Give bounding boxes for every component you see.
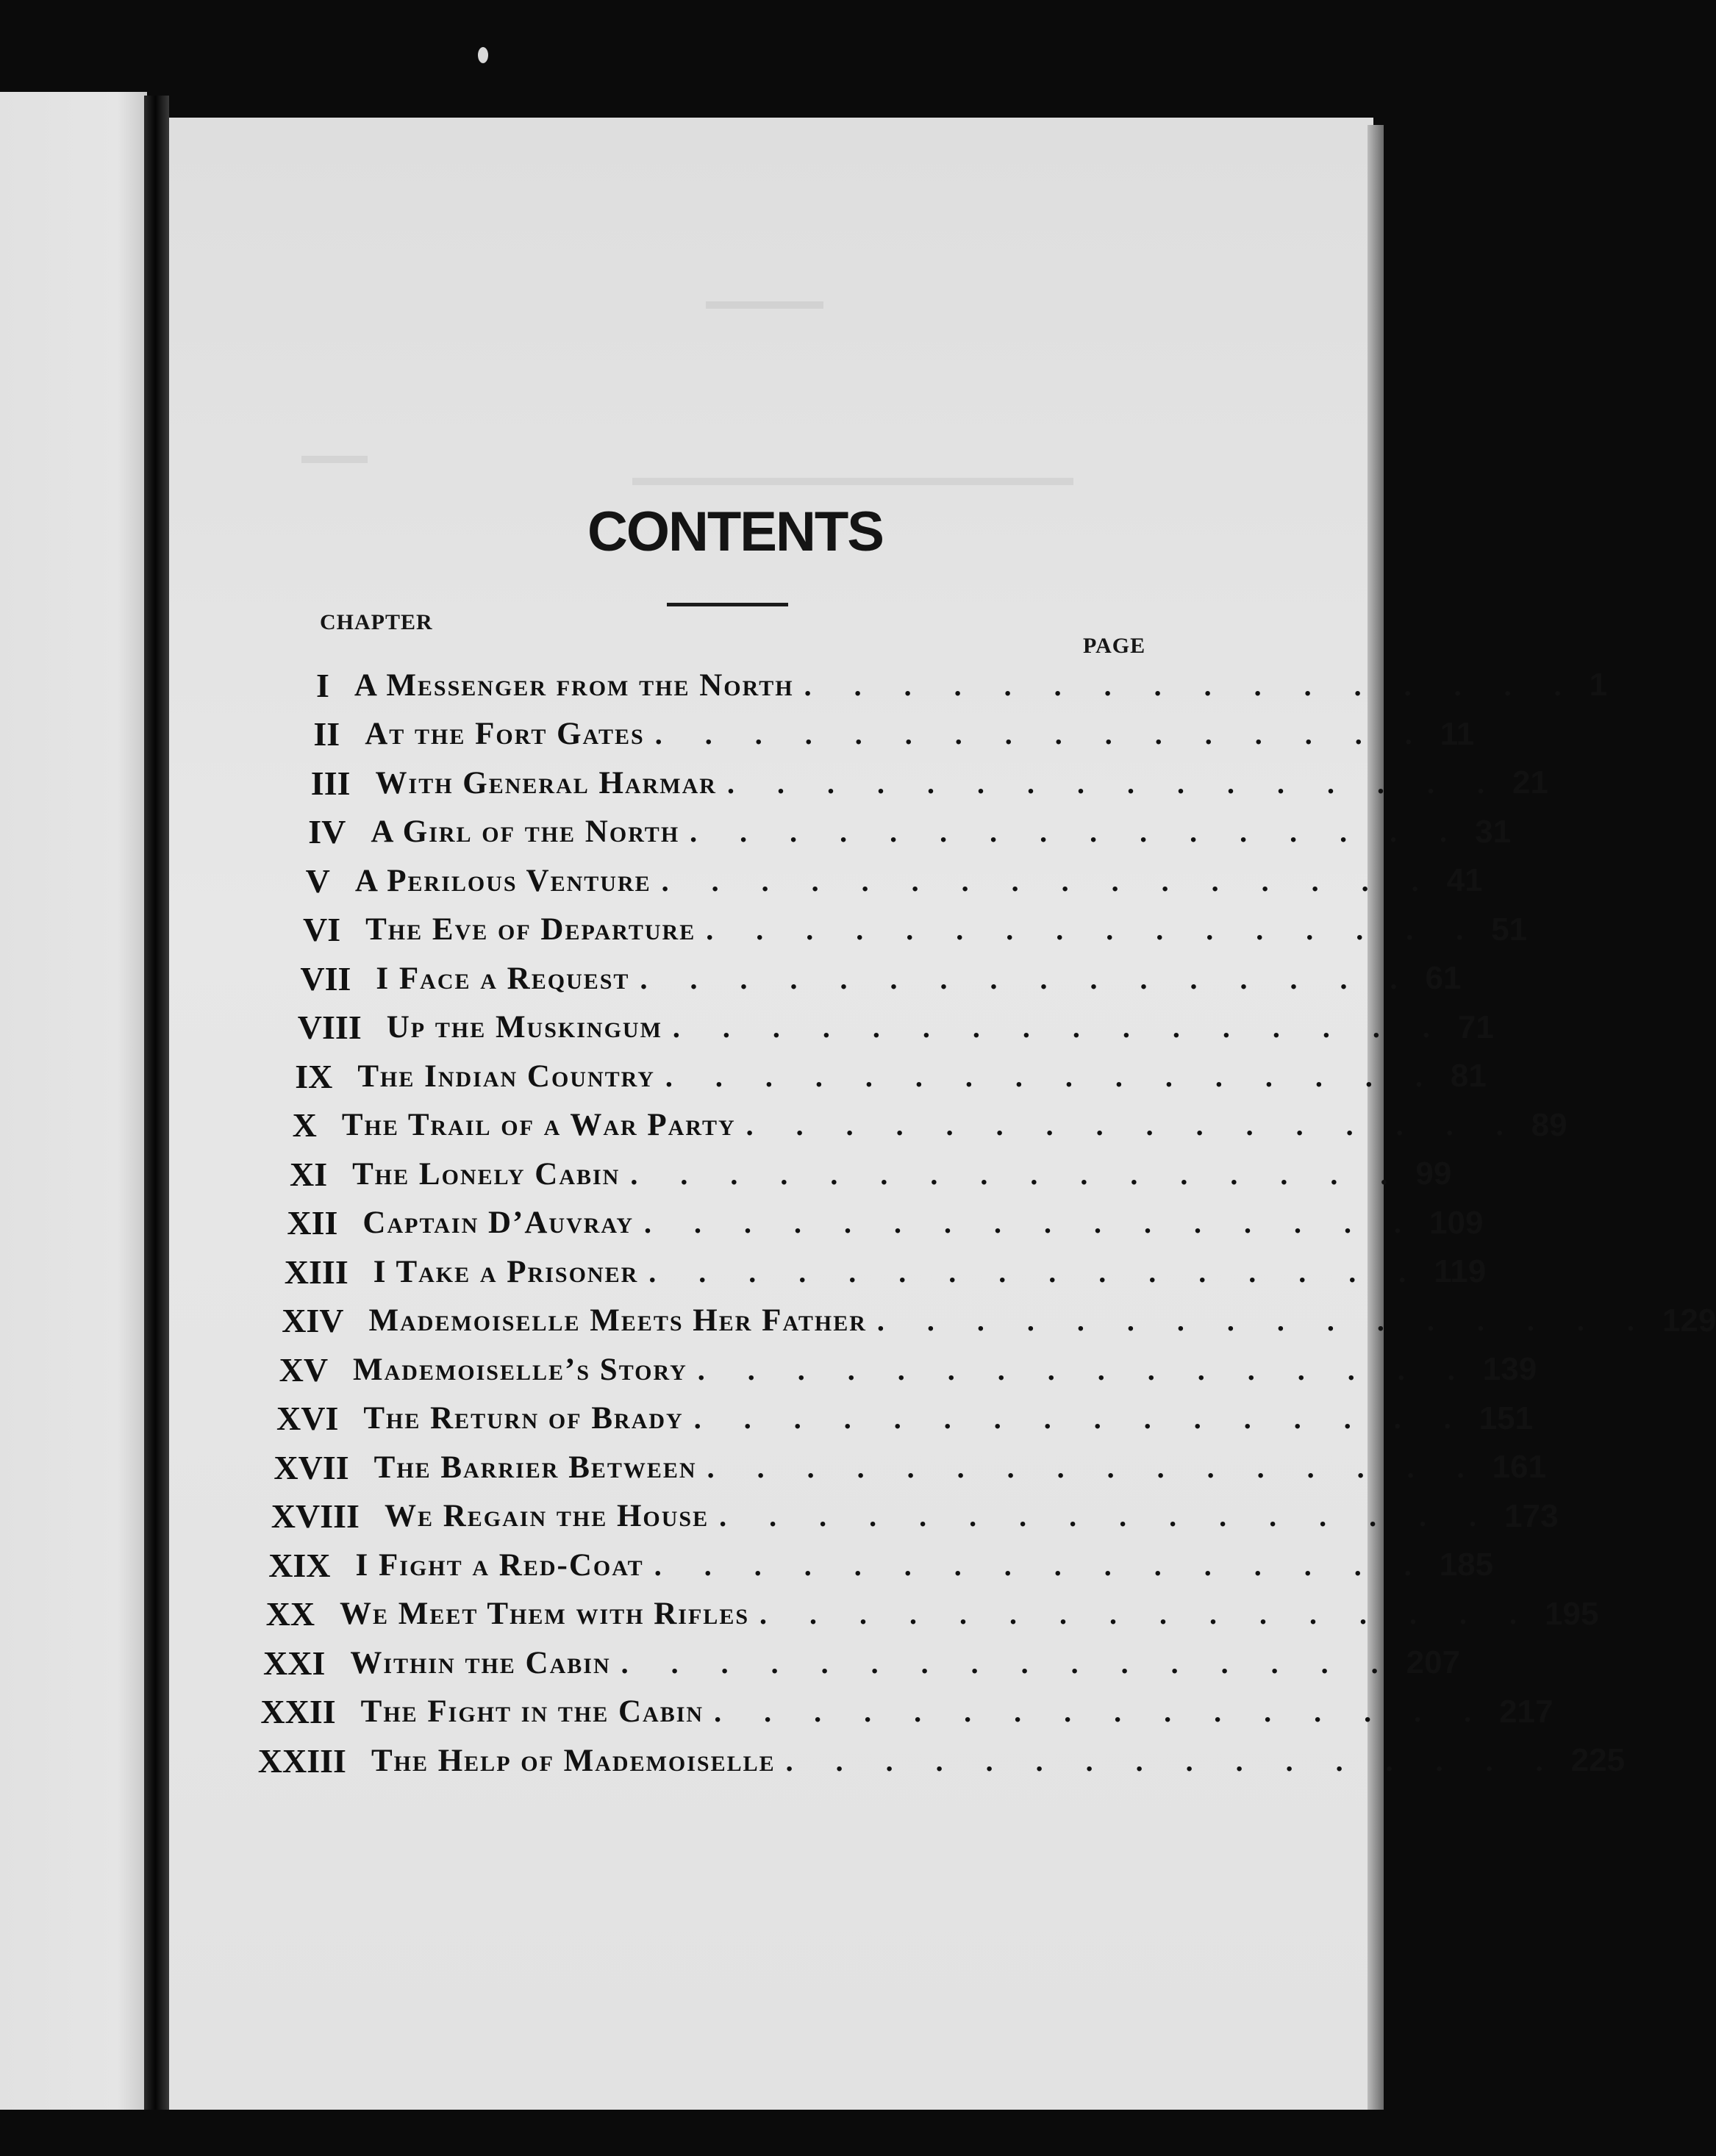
dot-leader: . . . . . . . . . . . . . . . . (693, 1402, 1469, 1435)
toc-entry (276, 1395, 1534, 1442)
toc-entry (257, 1737, 1626, 1784)
dot-leader: . . . . . . . . . . . . . . . . (876, 1304, 1652, 1337)
dot-leader: . . . . . . . . . . . . . . . . (746, 1109, 1521, 1142)
dot-leader: . . . . . . . . . . . . . . . . (665, 1059, 1440, 1093)
page-number: 81 (1450, 1058, 1487, 1094)
toc-entry (305, 857, 1483, 904)
chapter-number: III (310, 764, 351, 802)
toc-entry (300, 955, 1462, 1002)
page-number: 71 (1457, 1009, 1494, 1045)
page-number: 225 (1570, 1742, 1626, 1778)
chapter-number: XIII (284, 1253, 348, 1291)
chapter-number: XVIII (271, 1497, 360, 1535)
page-number: 151 (1479, 1400, 1534, 1436)
toc-entry (313, 711, 1475, 758)
chapter-number: XXIII (257, 1741, 346, 1780)
dot-leader: . . . . . . . . . . . . . . . . (785, 1744, 1561, 1777)
page-number: 173 (1504, 1497, 1559, 1534)
chapter-title: The Eve of Departure (365, 912, 696, 947)
page-number: 61 (1425, 960, 1462, 996)
toc-entry (287, 1200, 1484, 1247)
dot-leader: . . . . . . . . . . . . . . . . (621, 1646, 1396, 1680)
page-number: 21 (1512, 764, 1548, 801)
chapter-title: We Meet Them with Rifles (340, 1597, 750, 1631)
page-number: 41 (1446, 862, 1483, 898)
chapter-title: The Trail of a War Party (341, 1108, 736, 1142)
chapter-title: At the Fort Gates (365, 717, 645, 751)
toc-entry (263, 1639, 1461, 1686)
chapter-number: XI (290, 1155, 328, 1193)
chapter-number: XIX (268, 1546, 331, 1584)
chapter-title: The Barrier Between (373, 1450, 697, 1485)
page-number: 11 (1440, 715, 1475, 752)
dot-leader: . . . . . . . . . . . . . . . . (697, 1353, 1473, 1386)
chapter-title: We Regain the House (384, 1499, 709, 1533)
dot-leader: . . . . . . . . . . . . . . . . (654, 717, 1430, 751)
page-column-header: PAGE (1083, 634, 1146, 658)
page-number: 207 (1406, 1644, 1461, 1680)
page-title: CONTENTS (587, 501, 883, 563)
dot-leader: . . . . . . . . . . . . . . . . (630, 1157, 1406, 1191)
chapter-title: Within the Cabin (350, 1645, 611, 1680)
toc-entry (260, 1688, 1554, 1736)
toc-entry (290, 1150, 1452, 1197)
chapter-title: A Messenger from the North (354, 667, 794, 703)
toc-entry (279, 1346, 1537, 1393)
page-number: 129 (1662, 1302, 1716, 1339)
chapter-column-header: CHAPTER (320, 610, 433, 634)
toc-entry (284, 1248, 1487, 1295)
dot-leader: . . . . . . . . . . . . . . . . (707, 1450, 1482, 1484)
chapter-number: XVI (276, 1400, 339, 1437)
toc-entry (265, 1591, 1599, 1638)
page-number: 51 (1491, 911, 1528, 948)
page-number: 161 (1492, 1449, 1546, 1485)
chapter-title: Mademoiselle Meets Her Father (368, 1303, 867, 1338)
page-number: 109 (1429, 1204, 1484, 1241)
chapter-title: I Take a Prisoner (373, 1254, 639, 1289)
dot-leader: . . . . . . . . . . . . . . . . (706, 913, 1481, 946)
toc-entry (297, 1004, 1494, 1051)
chapter-title: With General Harmar (375, 765, 717, 801)
chapter-title: The Fight in the Cabin (360, 1694, 704, 1729)
chapter-title: Up the Muskingum (386, 1010, 662, 1045)
page-number: 99 (1415, 1156, 1452, 1192)
chapter-number: VII (300, 959, 351, 998)
chapter-number: V (305, 862, 330, 900)
dot-leader: . . . . . . . . . . . . . . . . (648, 1255, 1424, 1289)
page-number: 139 (1482, 1351, 1537, 1387)
dot-leader: . . . . . . . . . . . . . . . . (726, 766, 1502, 800)
page-number: 185 (1439, 1547, 1494, 1583)
dot-leader: . . . . . . . . . . . . . . . . (644, 1206, 1420, 1239)
chapter-number: I (316, 666, 329, 704)
page-number: 195 (1545, 1595, 1599, 1632)
chapter-number: XXII (260, 1693, 336, 1730)
chapter-number: VI (303, 911, 341, 948)
dot-leader: . . . . . . . . . . . . . . . . (640, 961, 1415, 995)
dot-leader: . . . . . . . . . . . . . . . . (672, 1011, 1448, 1044)
chapter-title: I Face a Request (376, 961, 630, 996)
toc-entry (310, 759, 1548, 806)
chapter-number: XX (265, 1595, 315, 1633)
page-number: 119 (1434, 1253, 1487, 1289)
chapter-title: Mademoiselle’s Story (353, 1352, 687, 1387)
chapter-number: IX (295, 1057, 333, 1095)
chapter-number: II (313, 715, 340, 753)
dot-leader: . . . . . . . . . . . . . . . . (654, 1548, 1429, 1582)
toc-entry (274, 1444, 1546, 1491)
chapter-title: The Return of Brady (363, 1401, 684, 1436)
chapter-title: The Indian Country (357, 1059, 655, 1094)
page-number: 31 (1475, 813, 1512, 850)
chapter-title: The Help of Mademoiselle (371, 1743, 776, 1778)
toc-entry (292, 1102, 1567, 1149)
chapter-title: The Lonely Cabin (352, 1156, 621, 1192)
toc-entry (316, 662, 1608, 709)
toc-entry (303, 906, 1528, 953)
chapter-number: XVII (274, 1448, 349, 1486)
chapter-title: A Girl of the North (371, 814, 680, 849)
chapter-number: XIV (282, 1302, 344, 1339)
chapter-number: XV (279, 1350, 329, 1389)
toc-entry (308, 809, 1512, 856)
dot-leader: . . . . . . . . . . . . . . . . (719, 1500, 1495, 1533)
dot-leader: . . . . . . . . . . . . . . . . (690, 815, 1465, 848)
chapter-number: X (292, 1106, 317, 1144)
page-number: 89 (1531, 1106, 1567, 1143)
dot-leader: . . . . . . . . . . . . . . . . (759, 1597, 1535, 1630)
chapter-title: I Fight a Red-Coat (355, 1547, 644, 1583)
dot-leader: . . . . . . . . . . . . . . . . (661, 864, 1437, 898)
chapter-title: Captain D’Auvray (362, 1206, 634, 1240)
chapter-number: XII (287, 1204, 338, 1242)
chapter-number: XXI (263, 1644, 326, 1682)
dot-leader: . . . . . . . . . . . . . . . . (804, 668, 1579, 702)
dot-leader: . . . . . . . . . . . . . . . . (714, 1695, 1490, 1728)
toc-entry (268, 1541, 1494, 1589)
page-number: 217 (1499, 1693, 1554, 1730)
page-number: 1 (1589, 667, 1608, 703)
chapter-title: A Perilous Venture (354, 863, 651, 898)
toc-entry (282, 1297, 1716, 1344)
toc-entry (271, 1493, 1559, 1540)
chapter-number: IV (308, 813, 346, 850)
toc-entry (295, 1053, 1487, 1100)
chapter-number: VIII (297, 1009, 362, 1046)
